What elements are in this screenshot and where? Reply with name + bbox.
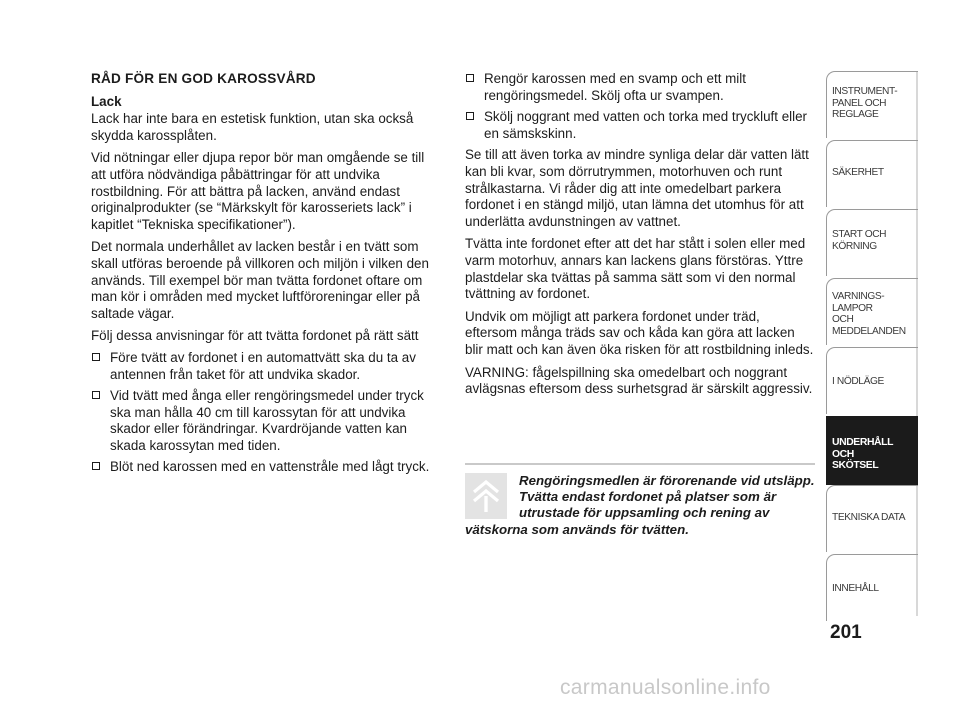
tab-underhall-och-skotsel[interactable] [826,416,918,485]
tab-label: UNDERHÅLL OCH SKÖTSEL [832,437,893,471]
tab-tekniska-data[interactable] [826,485,918,554]
tab-label: INSTRUMENT-PANEL OCH REGLAGE [832,86,898,120]
list-item [465,71,815,104]
chapter-tabs [826,71,918,623]
watermark: carmanualsonline.info [560,676,771,699]
page-number: 201 [830,622,862,643]
environment-note [465,463,815,538]
tab-label: START OCH KÖRNING [832,229,887,252]
checkbox-bullet-icon [466,112,474,120]
list-item-text: Vid tvätt med ånga eller rengöringsmedel under tryck ska man hålla 40 cm till karossytan för att undvika skador eller förändringar. Kvardröjande vatten kan skada karossytan med tiden. [110,388,424,453]
paragraph: Vid nötningar eller djupa repor bör man omgående se till att utföra nödvändiga påbättringar för att undvika rostbildning. För att bättra på lacken, använd endast originalprodukter (se “Märkskylt för karosseriets lack” i kapitlet “Tekniska specifikationer”). [91,150,425,232]
tab-label: I NÖDLÄGE [832,376,884,387]
list-item [465,109,815,142]
tab-label: SÄKERHET [832,167,884,178]
list-item [91,459,440,476]
paragraph: Se till att även torka av mindre synliga delar där vatten lätt kan bli kvar, som dörrutrymmen, motorhuven och runt strålkastarna. Vi råder dig att inte omedelbart parkera fordonet i en stängd miljö, utan lämna det utomhus för att underlätta avdunstningen av vattnet. [465,147,809,229]
list-item-text: Rengör karossen med en svamp och ett milt rengöringsmedel. Skölj ofta ur svampen. [484,71,746,103]
paragraph: Det normala underhållet av lacken består i en tvätt som skall utföras beroende på villkoren och miljön i vilken den används. Till exempel bör man tvätta fordonet oftare om man kör i områden med mycket luftföroreningar eller på saltade vägar. [91,239,429,321]
left-column [91,71,440,481]
tab-label: VARNINGS-LAMPOR OCH MEDDELANDEN [832,291,906,337]
note-text: Rengöringsmedlen är förorenande vid utsläpp. Tvätta endast fordonet på platser som är utrustade för uppsamling och rening av vätskorna som används för tvätten. [465,473,815,537]
paragraph: Följ dessa anvisningar för att tvätta fordonet på rätt sätt [91,328,419,344]
paragraph: Lack har inte bara en estetisk funktion, utan ska också skydda karossplåten. [91,111,414,143]
list-item-text: Blöt ned karossen med en vattenstråle med lågt tryck. [110,459,430,475]
environment-arrow-icon [465,473,507,519]
tab-label: TEKNISKA DATA [832,512,906,523]
checkbox-bullet-icon [92,462,100,470]
tab-i-nodlage[interactable] [826,347,918,416]
list-item-text: Skölj noggrant med vatten och torka med tryckluft eller en sämskskinn. [484,109,808,141]
tab-label: INNEHÅLL [832,583,879,594]
checkbox-bullet-icon [92,353,100,361]
list-item-text: Före tvätt av fordonet i en automattvätt ska du ta av antennen från taket för att undvika skador. [110,349,416,382]
subheading-lack: Lack [91,93,122,109]
tab-sakerhet[interactable] [826,140,918,209]
paragraph: Undvik om möjligt att parkera fordonet under träd, eftersom många träds sav och kåda kan göra att lacken blir matt och kan även öka risken för att rostbildning inleds. [465,308,814,357]
right-column [465,71,815,404]
section-heading: RÅD FÖR EN GOD KAROSSVÅRD [91,71,316,86]
tab-start-och-korning[interactable] [826,209,918,278]
checkbox-bullet-icon [92,391,100,399]
checkbox-bullet-icon [466,74,474,82]
list-item [91,350,440,383]
bullet-list [91,350,440,476]
tab-varningslampor[interactable] [826,278,918,347]
tab-instrumentpanel[interactable] [826,71,918,140]
list-item [91,388,440,454]
paragraph: Tvätta inte fordonet efter att det har stått i solen eller med varm motorhuv, annars kan lackens glans förstöras. Yttre plastdelar ska tvättas på samma sätt som vi den normal tvättning av fordonet. [465,236,806,302]
bullet-list [465,71,815,142]
tab-innehall[interactable] [826,554,918,623]
paragraph: VARNING: fågelspillning ska omedelbart och noggrant avlägsnas eftersom dess surhetsgrad är särskilt aggressiv. [465,364,813,397]
